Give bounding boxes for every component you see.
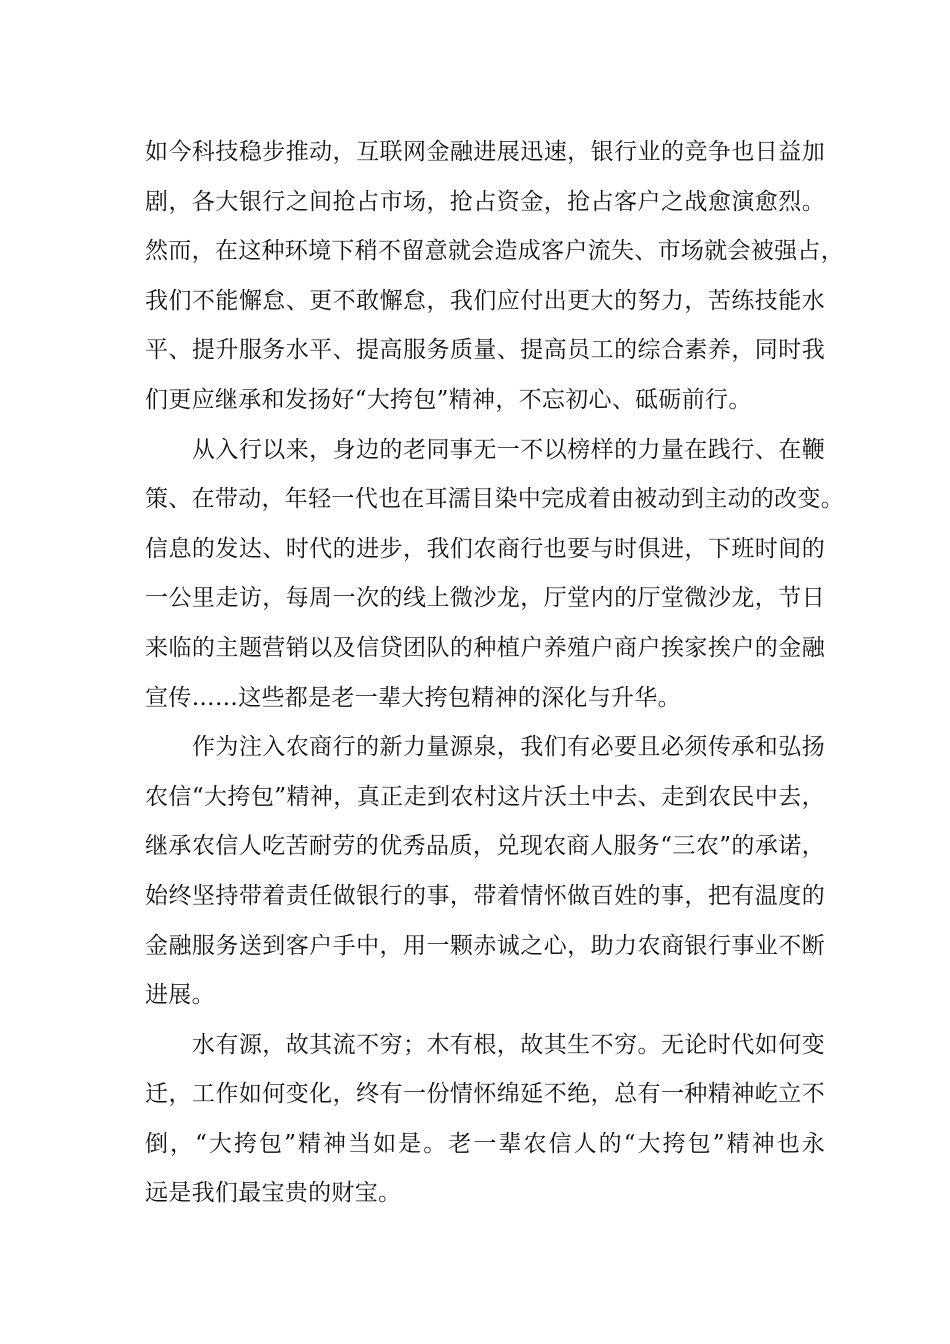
text-line: 农信“大挎包”精神，真正走到农村这片沃土中去、走到农民中去，	[145, 783, 825, 810]
text-line: 水有源，故其流不穷；木有根，故其生不穷。无论时代如何变	[145, 1031, 825, 1058]
text-line: 来临的主题营销以及信贷团队的种植户养殖户商户挨家挨户的金融	[145, 634, 825, 661]
text-line: 宣传……这些都是老一辈大挎包精神的深化与升华。	[145, 684, 681, 711]
text-line: 剧，各大银行之间抢占市场，抢占资金，抢占客户之战愈演愈烈。	[145, 188, 825, 215]
text-line: 始终坚持带着责任做银行的事，带着情怀做百姓的事，把有温度的	[145, 882, 825, 909]
text-line: 从入行以来，身边的老同事无一不以榜样的力量在践行、在鞭	[145, 436, 825, 463]
text-line: 倒，“大挎包”精神当如是。老一辈农信人的“大挎包”精神也永	[145, 1130, 825, 1157]
paragraph-2	[145, 426, 844, 724]
text-line: 一公里走访，每周一次的线上微沙龙，厅堂内的厅堂微沙龙，节日	[145, 585, 825, 612]
body-text	[145, 128, 844, 1219]
text-line: 然而，在这种环境下稍不留意就会造成客户流失、市场就会被强占，	[145, 238, 844, 265]
text-line: 平、提升服务水平、提高服务质量、提高员工的综合素养，同时我	[145, 337, 825, 364]
text-line: 策、在带动，年轻一代也在耳濡目染中完成着由被动到主动的改变。	[145, 486, 844, 513]
text-line: 们更应继承和发扬好“大挎包”精神，不忘初心、砥砺前行。	[145, 386, 752, 413]
text-line: 迁，工作如何变化，终有一份情怀绵延不绝，总有一种精神屹立不	[145, 1081, 825, 1108]
text-line: 信息的发达、时代的进步，我们农商行也要与时俱进，下班时间的	[145, 535, 825, 562]
text-line: 远是我们最宝贵的财宝。	[145, 1180, 402, 1207]
paragraph-3	[145, 723, 825, 1021]
paragraph-1	[145, 128, 844, 426]
text-line: 如今科技稳步推动，互联网金融进展迅速，银行业的竞争也日益加	[145, 139, 825, 165]
text-line: 金融服务送到客户手中，用一颗赤诚之心，助力农商银行事业不断	[145, 932, 825, 959]
text-line: 作为注入农商行的新力量源泉，我们有必要且必须传承和弘扬	[145, 734, 825, 761]
text-line: 进展。	[145, 982, 215, 1009]
text-line: 我们不能懈怠、更不敢懈怠，我们应付出更大的努力，苦练技能水	[145, 287, 825, 314]
text-line: 继承农信人吃苦耐劳的优秀品质，兑现农商人服务“三农”的承诺，	[145, 833, 825, 860]
paragraph-4	[145, 1021, 825, 1219]
